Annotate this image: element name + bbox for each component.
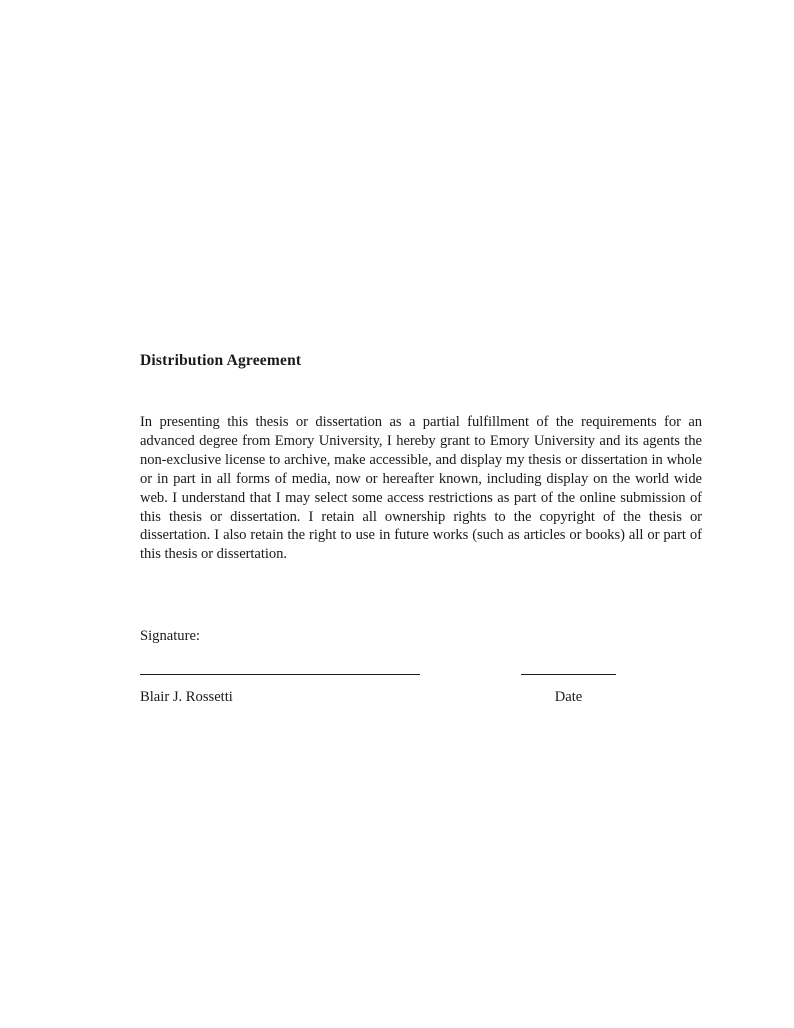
signature-label: Signature:: [140, 628, 200, 644]
date-label: Date: [554, 689, 583, 705]
agreement-paragraph: In presenting this thesis or dissertation as a partial fulfillment of the requirements for an advanced degree from Emory University, I hereby grant to Emory University and its agents the non-exclusive license to archive, make accessible, and display my thesis or dissertation in whole or in part in all forms of media, now or hereafter known, including display on the world wide web. I understand that I may select some access restrictions as part of the online submission of this thesis or dissertation. I retain all ownership rights to the copyright of the thesis or dissertation. I also retain the right to use in future works (such as articles or books) all or part of this thesis or dissertation.: [140, 414, 702, 563]
signature-line: [140, 674, 420, 675]
date-line: [521, 674, 616, 675]
section-heading: Distribution Agreement: [140, 352, 302, 369]
signer-name: Blair J. Rossetti: [140, 689, 233, 705]
